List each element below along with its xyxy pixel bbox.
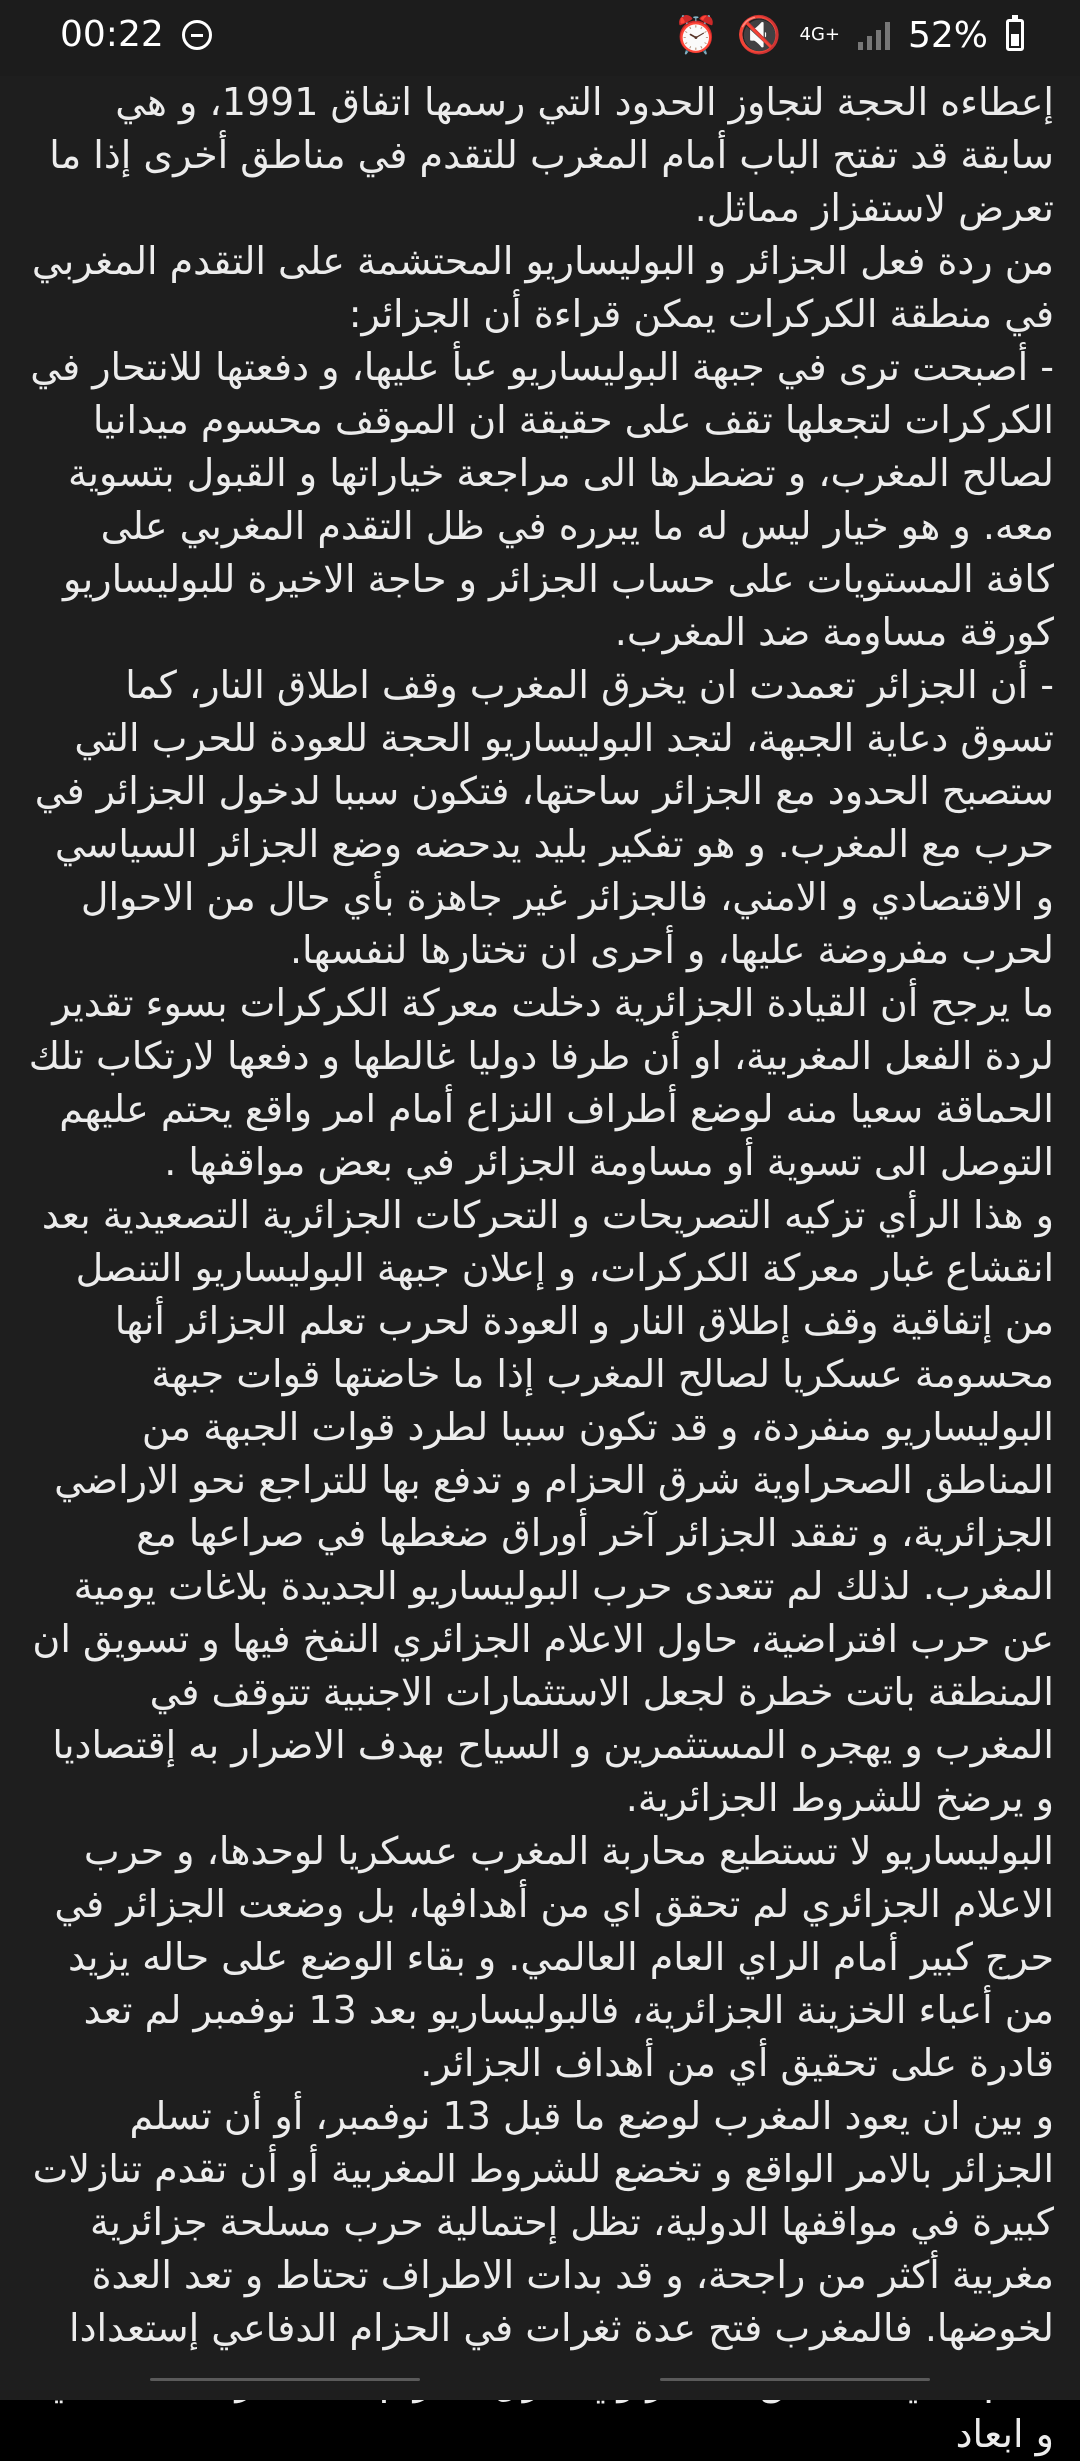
network-icon: 4G+: [799, 24, 840, 45]
article-paragraph: من ردة فعل الجزائر و البوليساريو المحتشمة على التقدم المغربي في منطقة الكركرات يمكن قراءة أن الجزائر:: [31, 239, 1054, 336]
article-paragraph: إعطاءه الحجة لتجاوز الحدود التي رسمها اتفاق 1991، و هي سابقة قد تفتح الباب أمام المغرب للتقدم في مناطق أخرى إذا ما تعرض لاستفزاز مماثل.: [49, 80, 1054, 230]
nav-handle-right[interactable]: [660, 2378, 930, 2381]
status-time: 00:22: [60, 14, 164, 55]
article-paragraph: و بين ان يعود المغرب لوضع ما قبل 13 نوفمبر، أو أن تسلم الجزائر بالامر الواقع و تخضع للشروط المغربية أو أن تقدم تنازلات كبيرة في مواقفها الدولية، تظل إحتمالية حرب مسلحة جزائرية مغربية أكثر من راجحة، و قد بدات الاطراف تحتاط و تعد العدة لخوضها. فالمغرب فتح عدة ثغرات في الحزام الدفاعي إستعدادا و ابعاد: [32, 2094, 1054, 2456]
article-paragraph: و هذا الرأي تزكيه التصريحات و التحركات الجزائرية التصعيدية بعد انقشاع غبار معركة الكركرات، و إعلان جبهة البوليساريو التنصل من إتفاقية وقف إطلاق النار و العودة لحرب تعلم الجزائر أنها محسومة عسكريا لصالح المغرب إذا ما خاضتها قوات جبهة البوليساريو منفردة، و قد تكون سببا لطرد قوات الجبهة من المناطق الصحراوية شرق الحزام و تدفع بها للتراجع نحو الاراضي الجزائرية، و تفقد الجزائر آخر أوراق ضغطها في صراعها مع المغرب. لذلك لم تتعدى حرب البوليساريو الجديدة بلاغات يومية عن حرب افتراضية، حاول الاعلام الجزائري النفخ فيها و تسويق ان المنطقة باتت خطرة لجعل الاستثمارات الاجنبية تتوقف في المغرب و يهجره المستثمرين و السياح بهدف الاضرار به إقتصاديا و يرضخ للشروط الجزائرية.: [32, 1193, 1054, 1820]
article-paragraph: البوليساريو لا تستطيع محاربة المغرب عسكريا لوحدها، و حرب الاعلام الجزائري لم تحقق اي من أهدافها، بل وضعت الجزائر في حرج كبير أمام الراي العام العالمي. و بقاء الوضع على حاله يزيد من أعباء الخزينة الجزائرية، فالبوليساريو بعد 13 نوفمبر لم تعد قادرة على تحقيق أي من أهداف الجزائر.: [54, 1829, 1054, 2085]
nav-handle-left[interactable]: [150, 2378, 420, 2381]
do-not-disturb-icon: [182, 20, 212, 50]
battery-percent: 52%: [907, 14, 988, 56]
battery-icon: [1006, 19, 1024, 51]
status-bar: [0, 0, 1080, 76]
article-paragraph: - أن الجزائر تعمدت ان يخرق المغرب وقف اطلاق النار، كما تسوق دعاية الجبهة، لتجد البوليساريو الحجة للعودة للحرب التي ستصبح الحدود مع الجزائر ساحتها، فتكون سببا لدخول الجزائر في حرب مع المغرب. و هو تفكير بليد يدحضه وضع الجزائر السياسي و الاقتصادي و الامني، فالجزائر غير جاهزة بأي حال من الاحوال لحرب مفروضة عليها، و أحرى ان تختارها لنفسها.: [34, 663, 1054, 972]
alarm-icon: ⏰: [673, 15, 719, 56]
article-paragraph: ما يرجح أن القيادة الجزائرية دخلت معركة الكركرات بسوء تقدير لردة الفعل المغربية، او أن طرفا دوليا غالطها و دفعها لارتكاب تلك الحماقة سعيا منه لوضع أطراف النزاع أمام امر واقع يحتم عليهم التوصل الى تسوية أو مساومة الجزائر في بعض مواقفها .: [28, 981, 1054, 1184]
status-right: [674, 14, 1024, 56]
mute-icon: 🔇: [736, 15, 782, 56]
article-body[interactable]: [0, 76, 1080, 2456]
status-left: [60, 14, 212, 55]
signal-icon: [858, 20, 890, 50]
article-paragraph: - أصبحت ترى في جبهة البوليساريو عبأ عليها، و دفعتها للانتحار في الكركرات لتجعلها تقف على حقيقة ان الموقف محسوم ميدانيا لصالح المغرب، و تضطرها الى مراجعة خياراتها و القبول بتسوية معه. و هو خيار ليس له ما يبرره في ظل التقدم المغربي على كافة المستويات على حساب الجزائر و حاجة الاخيرة للبوليساريو كورقة مساومة ضد المغرب.: [30, 345, 1054, 654]
navigation-bar: [0, 2356, 1080, 2400]
